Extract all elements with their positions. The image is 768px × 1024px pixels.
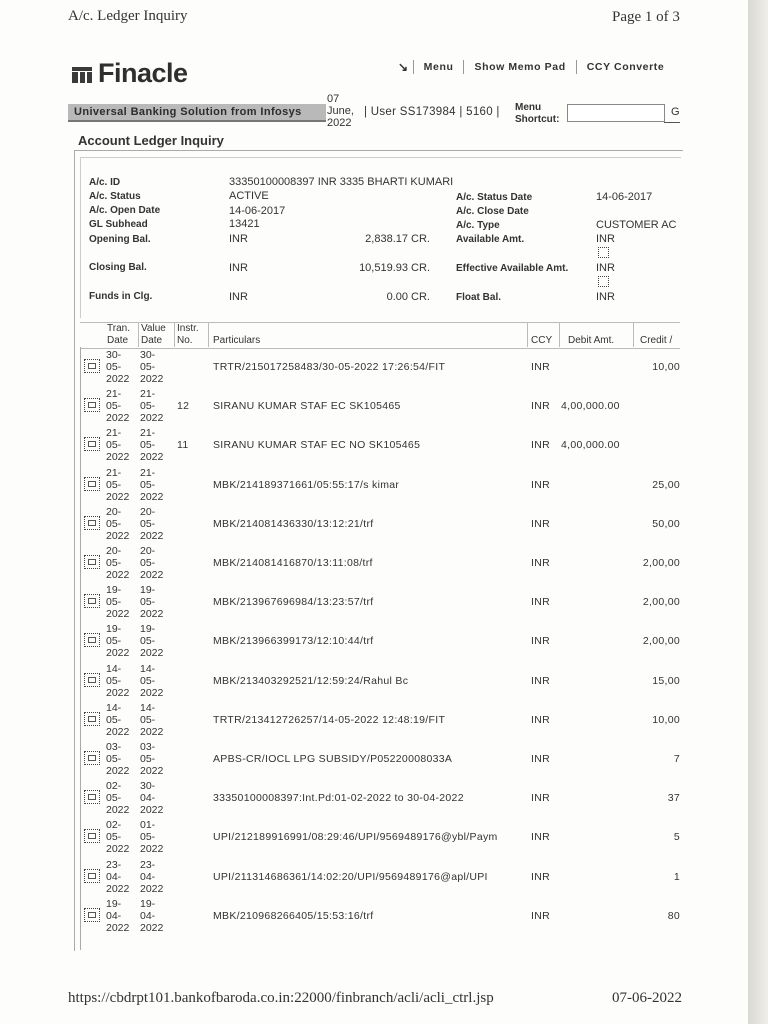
particulars-clip	[213, 439, 527, 453]
header-instr-no-line2: No.	[177, 335, 193, 346]
go-underline	[664, 122, 680, 123]
credit-amount-clip	[600, 753, 680, 767]
ccy-converter-link[interactable]: CCY Converte	[576, 60, 675, 74]
funds-in-clearing-amount: 0.00 CR.	[386, 291, 430, 303]
header-credit-amount: Credit /	[640, 335, 673, 346]
tran-date-part: 05-	[106, 557, 122, 569]
particulars-clip	[213, 831, 527, 845]
account-type-clip	[596, 219, 680, 233]
account-close-date-label: A/c. Close Date	[456, 206, 529, 217]
value-date-part: 2022	[140, 726, 164, 738]
value-date-part: 21-	[140, 467, 156, 479]
account-open-date-label: A/c. Open Date	[89, 205, 161, 216]
header-debit-amount: Debit Amt.	[568, 335, 615, 346]
particulars-clip	[213, 635, 527, 649]
ccy-cell: INR	[531, 753, 550, 765]
value-date-cell	[140, 623, 163, 659]
top-menu	[398, 60, 674, 74]
particulars-clip	[213, 400, 527, 414]
opening-balance-ccy: INR	[229, 233, 248, 245]
gl-subhead-label: GL Subhead	[89, 219, 148, 230]
credit-amount-clip	[600, 831, 680, 845]
header-value-date-line2: Date	[141, 335, 163, 346]
row-select-icon[interactable]	[84, 398, 100, 412]
particulars-cell: MBK/213966399173/12:10:44/trf	[213, 635, 374, 647]
finacle-logo-icon	[72, 65, 94, 83]
tran-date-cell	[106, 506, 129, 542]
tran-date-part: 2022	[106, 843, 130, 855]
particulars-clip	[213, 518, 527, 532]
session-user-info: | User SS173984 | 5160 |	[364, 106, 500, 118]
value-date-part: 2022	[140, 647, 164, 659]
closing-balance-ccy: INR	[229, 262, 248, 274]
expand-icon[interactable]	[598, 276, 609, 287]
particulars-cell: TRTR/215017258483/30-05-2022 17:26:54/FIT	[213, 361, 446, 373]
credit-amount-clip	[600, 635, 680, 649]
header-instr-no-line1: Instr.	[177, 323, 199, 334]
value-date-part: 21-	[140, 388, 156, 400]
ccy-cell: INR	[531, 831, 550, 843]
credit-amount-cell: 37	[667, 792, 680, 804]
tran-date-part: 20-	[106, 506, 122, 518]
credit-amount-cell: 2,00,00	[642, 557, 680, 569]
tran-date-part: 14-	[106, 663, 122, 675]
header-value-date	[141, 323, 166, 347]
tran-date-cell	[106, 427, 129, 463]
tran-date-part: 05-	[106, 635, 122, 647]
value-date-part: 05-	[140, 439, 156, 451]
header-ccy: CCY	[531, 335, 553, 346]
download-arrow-icon[interactable]: ↘	[398, 60, 409, 74]
opening-balance-amount: 2,838.17 CR.	[365, 233, 430, 245]
value-date-part: 2022	[140, 569, 164, 581]
tran-date-part: 21-	[106, 388, 122, 400]
particulars-clip	[213, 557, 527, 571]
tran-date-part: 05-	[106, 596, 122, 608]
effective-available-ccy: INR	[596, 262, 615, 274]
tran-date-cell	[106, 741, 129, 777]
header-tran-date-line1: Tran.	[107, 323, 130, 334]
credit-amount-cell: 7	[673, 753, 680, 765]
tran-date-part: 21-	[106, 427, 122, 439]
row-select-icon[interactable]	[84, 829, 100, 843]
credit-amount-clip	[600, 596, 680, 610]
value-date-part: 2022	[140, 608, 164, 620]
value-date-part: 05-	[140, 635, 156, 647]
particulars-clip	[213, 792, 527, 806]
particulars-cell: MBK/210968266405/15:53:16/trf	[213, 910, 374, 922]
value-date-part: 30-	[140, 780, 156, 792]
value-date-part: 2022	[140, 687, 164, 699]
menu-shortcut-label-line1: Menu	[515, 102, 542, 113]
header-value-date-line1: Value	[141, 323, 166, 334]
value-date-part: 2022	[140, 530, 164, 542]
value-date-cell	[140, 663, 163, 699]
value-date-part: 05-	[140, 714, 156, 726]
value-date-part: 14-	[140, 663, 156, 675]
tran-date-part: 05-	[106, 792, 122, 804]
particulars-cell: MBK/214081416870/13:11:08/trf	[213, 557, 373, 569]
menu-shortcut-label	[515, 102, 559, 126]
row-select-icon[interactable]	[84, 673, 100, 687]
row-select-icon[interactable]	[84, 555, 100, 569]
credit-amount-cell: 10,00	[652, 714, 680, 726]
tran-date-part: 02-	[106, 780, 122, 792]
credit-amount-clip	[600, 714, 680, 728]
tran-date-cell	[106, 388, 129, 424]
particulars-cell: MBK/213403292521/12:59:24/Rahul Bc	[213, 675, 409, 687]
credit-amount-clip	[600, 479, 680, 493]
value-date-part: 2022	[140, 922, 164, 934]
value-date-part: 23-	[140, 859, 156, 871]
value-date-part: 05-	[140, 753, 156, 765]
credit-amount-cell: 2,00,00	[642, 596, 680, 608]
footer-date: 07-06-2022	[612, 990, 682, 1006]
tran-date-part: 23-	[106, 859, 122, 871]
opening-balance-label: Opening Bal.	[89, 234, 151, 245]
particulars-clip	[213, 753, 527, 767]
particulars-cell: SIRANU KUMAR STAF EC SK105465	[213, 400, 401, 412]
tran-date-part: 05-	[106, 361, 122, 373]
tran-date-part: 30-	[106, 349, 122, 361]
credit-amount-cell: 2,00,00	[642, 635, 680, 647]
credit-amount-clip	[600, 557, 680, 571]
tran-date-cell	[106, 702, 129, 738]
value-date-part: 05-	[140, 675, 156, 687]
credit-amount-clip	[600, 439, 680, 453]
print-header-page: Page 1 of 3	[612, 9, 680, 25]
tran-date-cell	[106, 780, 129, 816]
value-date-part: 05-	[140, 596, 156, 608]
instr-no-cell: 12	[177, 400, 190, 412]
menu-shortcut-input[interactable]	[567, 104, 665, 122]
tran-date-part: 05-	[106, 675, 122, 687]
header-credit-clip	[640, 335, 680, 349]
instr-no-cell: 11	[177, 439, 189, 451]
account-type-label: A/c. Type	[456, 220, 500, 231]
value-date-part: 30-	[140, 349, 156, 361]
value-date-part: 20-	[140, 545, 156, 557]
value-date-part: 05-	[140, 557, 156, 569]
particulars-cell: SIRANU KUMAR STAF EC NO SK105465	[213, 439, 421, 451]
value-date-part: 19-	[140, 623, 156, 635]
go-button[interactable]: G	[671, 106, 680, 118]
tran-date-cell	[106, 545, 129, 581]
menu-link[interactable]: Menu	[413, 60, 464, 74]
tran-date-part: 19-	[106, 898, 122, 910]
ccy-cell: INR	[531, 400, 550, 412]
tran-date-cell	[106, 349, 129, 385]
tran-date-part: 05-	[106, 479, 122, 491]
ccy-cell: INR	[531, 871, 550, 883]
session-year: 2022	[327, 117, 352, 129]
particulars-cell: TRTR/213412726257/14-05-2022 12:48:19/FIT	[213, 714, 446, 726]
credit-amount-cell: 50,00	[652, 518, 680, 530]
value-date-cell	[140, 859, 163, 895]
tran-date-part: 2022	[106, 530, 130, 542]
credit-amount-clip	[600, 400, 680, 414]
credit-amount-clip	[600, 675, 680, 689]
value-date-part: 2022	[140, 804, 164, 816]
value-date-cell	[140, 545, 163, 581]
tran-date-part: 20-	[106, 545, 122, 557]
value-date-part: 04-	[140, 910, 156, 922]
credit-amount-clip	[600, 910, 680, 924]
account-id-value: 33350100008397 INR 3335 BHARTI KUMARI	[229, 176, 454, 188]
column-divider	[559, 322, 560, 347]
available-amount-ccy: INR	[596, 233, 615, 245]
ccy-cell: INR	[531, 557, 550, 569]
tran-date-part: 05-	[106, 753, 122, 765]
header-tran-date	[107, 323, 130, 347]
header-particulars: Particulars	[213, 335, 261, 346]
ccy-cell: INR	[531, 518, 550, 530]
tran-date-part: 2022	[106, 804, 130, 816]
print-header-title: A/c. Ledger Inquiry	[68, 8, 188, 24]
row-select-icon[interactable]	[84, 751, 100, 765]
header-tran-date-line2: Date	[107, 335, 129, 346]
page-title: Account Ledger Inquiry	[78, 133, 224, 148]
row-select-icon[interactable]	[84, 594, 100, 608]
tran-date-part: 05-	[106, 439, 122, 451]
tran-date-part: 14-	[106, 702, 122, 714]
tran-date-part: 2022	[106, 412, 130, 424]
table-left-border	[80, 347, 81, 950]
debit-amount-cell: 4,00,000.00	[561, 439, 620, 451]
value-date-part: 2022	[140, 491, 164, 503]
tran-date-part: 2022	[106, 569, 130, 581]
credit-amount-cell: 1	[673, 871, 680, 883]
credit-amount-cell: 80	[667, 910, 680, 922]
account-status-date-label: A/c. Status Date	[456, 192, 533, 203]
row-select-icon[interactable]	[84, 869, 100, 883]
show-memo-pad-link[interactable]: Show Memo Pad	[463, 60, 575, 74]
expand-icon[interactable]	[598, 247, 609, 258]
column-divider	[138, 322, 139, 347]
value-date-part: 2022	[140, 373, 164, 385]
credit-amount-clip	[600, 871, 680, 885]
value-date-cell	[140, 702, 163, 738]
particulars-cell: MBK/213967696984/13:23:57/trf	[213, 596, 374, 608]
particulars-cell: UPI/212189916991/08:29:46/UPI/9569489176@ybl/Paym	[213, 831, 498, 843]
account-status-date-value: 14-06-2017	[596, 191, 653, 203]
tran-date-cell	[106, 584, 129, 620]
value-date-cell	[140, 388, 163, 424]
value-date-part: 03-	[140, 741, 156, 753]
tagline: Universal Banking Solution from Infosys	[74, 106, 302, 118]
float-balance-label: Float Bal.	[456, 292, 502, 303]
tran-date-part: 2022	[106, 451, 130, 463]
particulars-clip	[213, 714, 527, 728]
value-date-part: 2022	[140, 451, 164, 463]
menu-shortcut-label-line2: Shortcut:	[515, 114, 560, 125]
available-amount-label: Available Amt.	[456, 234, 525, 245]
ccy-cell: INR	[531, 596, 550, 608]
value-date-cell	[140, 584, 163, 620]
tran-date-part: 2022	[106, 491, 130, 503]
float-balance-ccy: INR	[596, 291, 615, 303]
ccy-cell: INR	[531, 675, 550, 687]
particulars-clip	[213, 361, 527, 375]
credit-amount-cell: 15,00	[652, 675, 680, 687]
value-date-part: 2022	[140, 883, 164, 895]
value-date-cell	[140, 898, 163, 934]
row-select-icon[interactable]	[84, 908, 100, 922]
value-date-part: 2022	[140, 765, 164, 777]
particulars-clip	[213, 675, 527, 689]
particulars-clip	[213, 910, 527, 924]
credit-amount-clip	[600, 518, 680, 532]
value-date-part: 21-	[140, 427, 156, 439]
ccy-cell: INR	[531, 361, 550, 373]
tran-date-part: 19-	[106, 584, 122, 596]
value-date-part: 05-	[140, 479, 156, 491]
value-date-part: 01-	[140, 819, 156, 831]
ccy-cell: INR	[531, 910, 550, 922]
value-date-cell	[140, 819, 163, 855]
closing-balance-amount: 10,519.93 CR.	[359, 262, 430, 274]
value-date-part: 04-	[140, 871, 156, 883]
tran-date-part: 05-	[106, 518, 122, 530]
value-date-part: 04-	[140, 792, 156, 804]
tran-date-part: 2022	[106, 726, 130, 738]
value-date-cell	[140, 506, 163, 542]
finacle-logo	[72, 58, 188, 89]
account-status-label: A/c. Status	[89, 191, 141, 202]
particulars-cell: MBK/214189371661/05:55:17/s kimar	[213, 479, 400, 491]
funds-in-clearing-label: Funds in Clg.	[89, 291, 153, 302]
tran-date-cell	[106, 859, 129, 895]
row-select-icon[interactable]	[84, 712, 100, 726]
tran-date-cell	[106, 623, 129, 659]
column-divider	[527, 322, 528, 347]
value-date-cell	[140, 780, 163, 816]
account-id-label: A/c. ID	[89, 177, 121, 188]
account-type-value: CUSTOMER AC	[596, 219, 677, 231]
particulars-cell: APBS-CR/IOCL LPG SUBSIDY/P05220008033A	[213, 753, 453, 765]
tran-date-cell	[106, 663, 129, 699]
credit-amount-clip	[600, 361, 680, 375]
value-date-part: 19-	[140, 898, 156, 910]
header-instr-no	[177, 323, 199, 347]
session-month: June,	[327, 105, 354, 117]
row-select-icon[interactable]	[84, 633, 100, 647]
finacle-logo-text: Finacle	[98, 58, 188, 88]
row-select-icon[interactable]	[84, 437, 100, 451]
particulars-cell: UPI/211314686361/14:02:20/UPI/9569489176@apl/UPI	[213, 871, 488, 883]
footer-url: https://cbdrpt101.bankofbaroda.co.in:22000/finbranch/acli/acli_ctrl.jsp	[68, 990, 494, 1006]
debit-amount-cell: 4,00,000.00	[561, 400, 620, 412]
particulars-clip	[213, 871, 527, 885]
tran-date-part: 05-	[106, 831, 122, 843]
row-select-icon[interactable]	[84, 516, 100, 530]
ccy-cell: INR	[531, 792, 550, 804]
tran-date-part: 2022	[106, 647, 130, 659]
effective-available-label: Effective Available Amt.	[456, 263, 569, 274]
value-date-cell	[140, 349, 163, 385]
session-day: 07	[327, 93, 340, 105]
value-date-part: 05-	[140, 518, 156, 530]
tran-date-part: 05-	[106, 400, 122, 412]
ccy-cell: INR	[531, 635, 550, 647]
value-date-part: 2022	[140, 412, 164, 424]
tran-date-part: 2022	[106, 687, 130, 699]
tran-date-part: 2022	[106, 373, 130, 385]
column-divider	[208, 322, 209, 347]
tran-date-part: 03-	[106, 741, 122, 753]
row-select-icon[interactable]	[84, 790, 100, 804]
tran-date-part: 19-	[106, 623, 122, 635]
tran-date-part: 2022	[106, 765, 130, 777]
tran-date-cell	[106, 898, 129, 934]
ccy-cell: INR	[531, 479, 550, 491]
tran-date-part: 04-	[106, 871, 122, 883]
tran-date-part: 2022	[106, 608, 130, 620]
session-date	[327, 93, 354, 129]
value-date-part: 19-	[140, 584, 156, 596]
page-edge	[748, 0, 768, 1024]
tran-date-part: 2022	[106, 883, 130, 895]
credit-amount-cell: 5	[673, 831, 680, 843]
value-date-cell	[140, 467, 163, 503]
credit-amount-cell: 25,00	[652, 479, 680, 491]
value-date-part: 20-	[140, 506, 156, 518]
tran-date-part: 21-	[106, 467, 122, 479]
account-status-value: ACTIVE	[229, 190, 269, 202]
particulars-clip	[213, 596, 527, 610]
credit-amount-cell: 10,00	[652, 361, 680, 373]
gl-subhead-value: 13421	[229, 218, 260, 230]
tran-date-cell	[106, 467, 129, 503]
value-date-part: 05-	[140, 400, 156, 412]
row-select-icon[interactable]	[84, 359, 100, 373]
ccy-cell: INR	[531, 439, 550, 451]
tran-date-part: 05-	[106, 714, 122, 726]
tran-date-cell	[106, 819, 129, 855]
column-divider	[633, 322, 634, 347]
ccy-cell: INR	[531, 714, 550, 726]
tran-date-part: 04-	[106, 910, 122, 922]
tran-date-part: 2022	[106, 922, 130, 934]
particulars-cell: MBK/214081436330/13:12:21/trf	[213, 518, 374, 530]
value-date-cell	[140, 741, 163, 777]
value-date-part: 14-	[140, 702, 156, 714]
tran-date-part: 02-	[106, 819, 122, 831]
closing-balance-label: Closing Bal.	[89, 262, 147, 273]
column-divider	[174, 322, 175, 347]
value-date-part: 05-	[140, 361, 156, 373]
row-select-icon[interactable]	[84, 477, 100, 491]
value-date-part: 2022	[140, 843, 164, 855]
funds-in-clearing-ccy: INR	[229, 291, 248, 303]
value-date-part: 05-	[140, 831, 156, 843]
account-open-date-value: 14-06-2017	[229, 205, 286, 217]
particulars-cell: 33350100008397:Int.Pd:01-02-2022 to 30-04-2022	[213, 792, 464, 804]
value-date-cell	[140, 427, 163, 463]
credit-amount-clip	[600, 792, 680, 806]
particulars-clip	[213, 479, 527, 493]
